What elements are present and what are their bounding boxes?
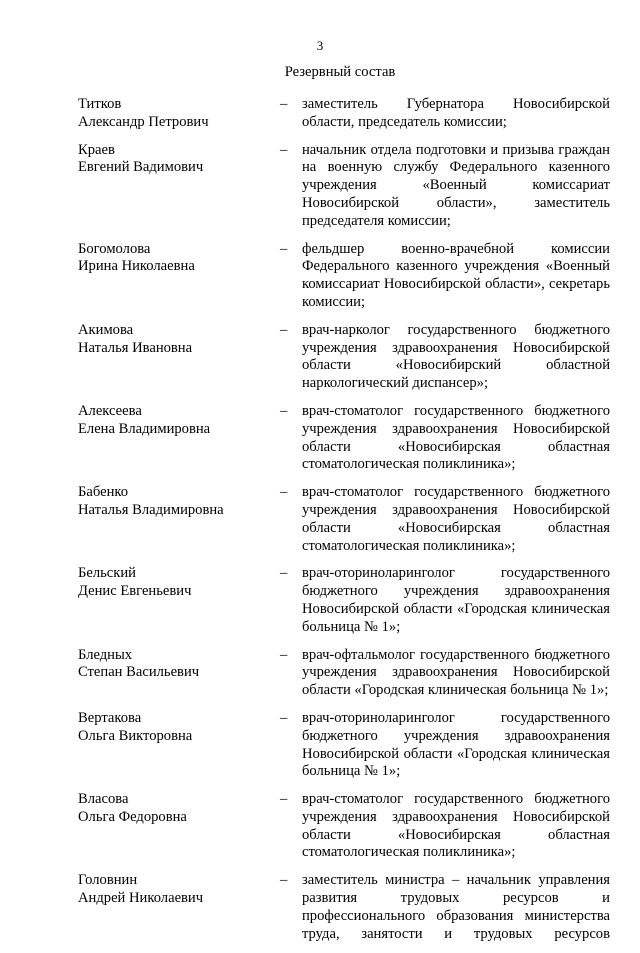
member-surname: Акимова [78, 321, 134, 338]
member-role: врач-стоматолог государственного бюджетного учреждения здравоохранения Новосибирской области «Новосибирская областная стоматологическая поликлиника»; [302, 484, 610, 554]
dash-separator: – [280, 791, 288, 808]
dash-separator: – [280, 240, 288, 257]
member-entry [0, 322, 640, 393]
member-given-name: Елена Владимировна [78, 420, 211, 437]
member-role: заместитель Губернатора Новосибирской области, председатель комиссии; [302, 96, 610, 130]
member-role: врач-оториноларинголог государственного бюджетного учреждения здравоохранения Новосибирской области «Городская клиническая больница № 1»; [302, 709, 610, 780]
member-given-name: Наталья Ивановна [78, 339, 193, 356]
member-name [78, 96, 278, 132]
dash-separator: – [280, 321, 288, 338]
member-name [78, 791, 278, 827]
member-given-name: Наталья Владимировна [78, 501, 224, 518]
member-surname: Алексеева [78, 402, 142, 419]
dash-separator: – [280, 402, 288, 419]
member-surname: Краев [78, 141, 115, 158]
dash-separator: – [280, 872, 288, 889]
member-given-name: Денис Евгеньевич [78, 583, 192, 600]
dash-separator: – [280, 646, 288, 663]
member-role: фельдшер военно-врачебной комиссии Федерального казенного учреждения «Военный комиссариат Новосибирской области», секретарь комиссии; [302, 240, 610, 310]
member-name [78, 403, 278, 439]
section-title: Резервный состав [284, 64, 396, 80]
dash-separator: – [280, 709, 288, 726]
member-role: врач-нарколог государственного бюджетного учреждения здравоохранения Новосибирской области «Новосибирский областной наркологический диспансер»; [302, 321, 610, 392]
member-given-name: Ольга Федоровна [78, 808, 187, 825]
member-name [78, 710, 278, 746]
member-given-name: Андрей Николаевич [78, 890, 204, 907]
member-given-name: Ирина Николаевна [78, 258, 195, 275]
dash-separator: – [280, 96, 288, 112]
member-name [78, 142, 278, 178]
member-role: врач-оториноларинголог государственного бюджетного учреждения здравоохранения Новосибирской области «Городская клиническая больница № 1»; [302, 565, 610, 635]
member-given-name: Евгений Вадимович [78, 159, 204, 176]
member-role: начальник отдела подготовки и призыва граждан на военную службу Федерального казенного учреждения «Военный комиссариат Новосибирской области», заместитель председателя комиссии; [302, 141, 610, 229]
member-name [78, 872, 278, 908]
member-given-name: Ольга Викторовна [78, 727, 193, 744]
member-role: врач-офтальмолог государственного бюджетного учреждения здравоохранения Новосибирской области «Городская клиническая больница № 1»; [302, 646, 610, 699]
member-surname: Бабенко [78, 484, 129, 501]
member-entry [0, 142, 640, 231]
member-name [78, 322, 278, 358]
dash-separator: – [280, 484, 288, 501]
member-surname: Вертакова [78, 709, 142, 726]
member-role: врач-стоматолог государственного бюджетного учреждения здравоохранения Новосибирской области «Новосибирская областная стоматологическая поликлиника»; [302, 791, 610, 861]
member-surname: Головнин [78, 872, 138, 889]
dash-separator: – [280, 565, 288, 582]
member-surname: Богомолова [78, 240, 151, 257]
member-role: заместитель министра – начальник управления развития трудовых ресурсов и профессионального образования министерства труда, занятости и трудовых ресурсов [302, 872, 610, 942]
member-entry [0, 96, 640, 132]
members-list [0, 96, 640, 953]
member-given-name: Степан Васильевич [78, 664, 200, 681]
dash-separator: – [280, 141, 288, 158]
member-entry [0, 484, 640, 555]
member-surname: Бельский [78, 565, 136, 582]
page-number: 3 [316, 38, 324, 53]
member-entry [0, 565, 640, 636]
member-surname: Титков [78, 96, 122, 112]
member-entry [0, 710, 640, 781]
member-name [78, 484, 278, 520]
member-role: врач-стоматолог государственного бюджетного учреждения здравоохранения Новосибирской области «Новосибирская областная стоматологическая поликлиника»; [302, 402, 610, 473]
member-name [78, 565, 278, 601]
member-surname: Власова [78, 791, 129, 808]
member-entry [0, 403, 640, 474]
member-given-name: Александр Петрович [78, 113, 209, 130]
member-name [78, 647, 278, 683]
member-entry [0, 647, 640, 700]
member-entry [0, 791, 640, 862]
member-surname: Бледных [78, 646, 133, 663]
member-entry [0, 241, 640, 312]
member-entry [0, 872, 640, 943]
member-name [78, 241, 278, 277]
